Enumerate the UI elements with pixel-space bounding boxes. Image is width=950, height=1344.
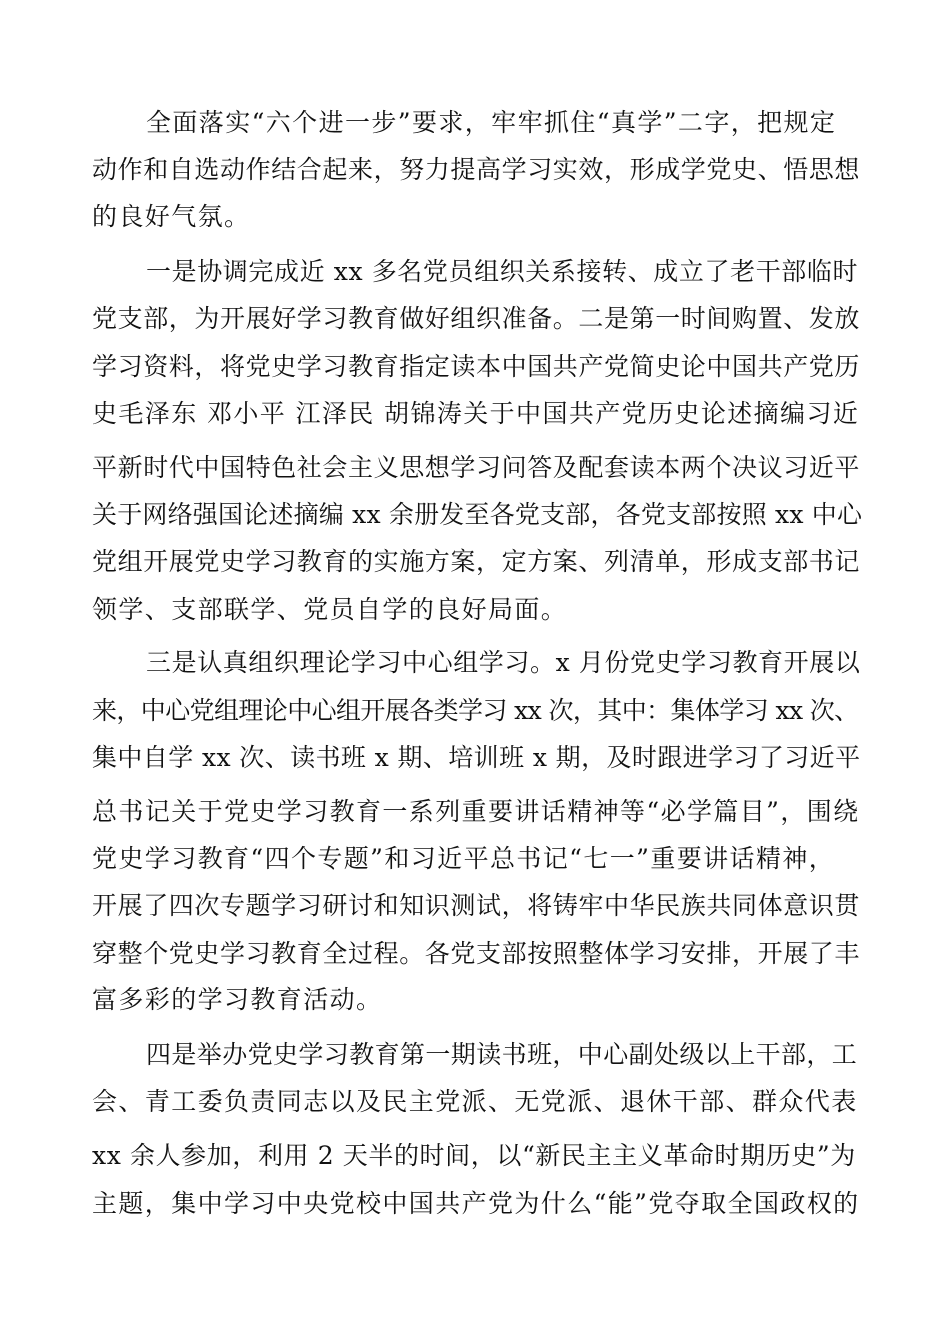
paragraph-2-line-6: 关于网络强国论述摘编 xx 余册发至各党支部，各党支部按照 xx 中心 [92,500,863,529]
paragraph-2-line-5: 平新时代中国特色社会主义思想学习问答及配套读本两个决议习近平 [92,453,861,482]
paragraph-3-line-2: 来，中心党组理论中心组开展各类学习 xx 次，其中：集体学习 xx 次、 [92,696,859,725]
paragraph-3-line-7: 穿整个党史学习教育全过程。各党支部按照整体学习安排，开展了丰 [92,939,861,968]
paragraph-3-line-8: 富多彩的学习教育活动。 [92,985,383,1014]
paragraph-3-line-5: 党史学习教育“四个专题”和习近平总书记“七一”重要讲话精神， [92,844,836,873]
paragraph-1-line-3: 的良好气氛。 [92,202,251,231]
paragraph-2-line-7: 党组开展党史学习教育的实施方案，定方案、列清单，形成支部书记 [92,547,861,576]
paragraph-1-line-2: 动作和自选动作结合起来，努力提高学习实效，形成学党史、悟思想 [92,155,861,184]
paragraph-4-line-1: 四是举办党史学习教育第一期读书班，中心副处级以上干部，工 [146,1040,858,1069]
paragraph-1-line-1: 全面落实“六个进一步”要求，牢牢抓住“真学”二字，把规定 [146,108,837,137]
paragraph-4-line-3: xx 余人参加，利用 2 天半的时间，以“新民主主义革命时期历史”为 [92,1141,856,1170]
paragraph-2-line-8: 领学、支部联学、党员自学的良好局面。 [92,595,568,624]
paragraph-3-line-1: 三是认真组织理论学习中心组学习。x 月份党史学习教育开展以 [146,648,861,677]
paragraph-2-line-2: 党支部，为开展好学习教育做好组织准备。二是第一时间购置、发放 [92,304,861,333]
paragraph-4-line-4: 主题，集中学习中央党校中国共产党为什么“能”党夺取全国政权的 [92,1189,860,1218]
paragraph-3-line-3: 集中自学 xx 次、读书班 x 期、培训班 x 期，及时跟进学习了习近平 [92,743,861,772]
paragraph-4-line-2: 会、青工委负责同志以及民主党派、无党派、退休干部、群众代表 [92,1087,858,1116]
paragraph-2-line-1: 一是协调完成近 xx 多名党员组织关系接转、成立了老干部临时 [146,257,859,286]
paragraph-2-line-3: 学习资料，将党史学习教育指定读本中国共产党简史论中国共产党历 [92,352,861,381]
paragraph-3-line-4: 总书记关于党史学习教育一系列重要讲话精神等“必学篇目”，围绕 [92,797,860,826]
paragraph-3-line-6: 开展了四次专题学习研讨和知识测试，将铸牢中华民族共同体意识贯 [92,891,861,920]
paragraph-2-line-4: 史毛泽东 邓小平 江泽民 胡锦涛关于中国共产党历史论述摘编习近 [92,399,860,428]
